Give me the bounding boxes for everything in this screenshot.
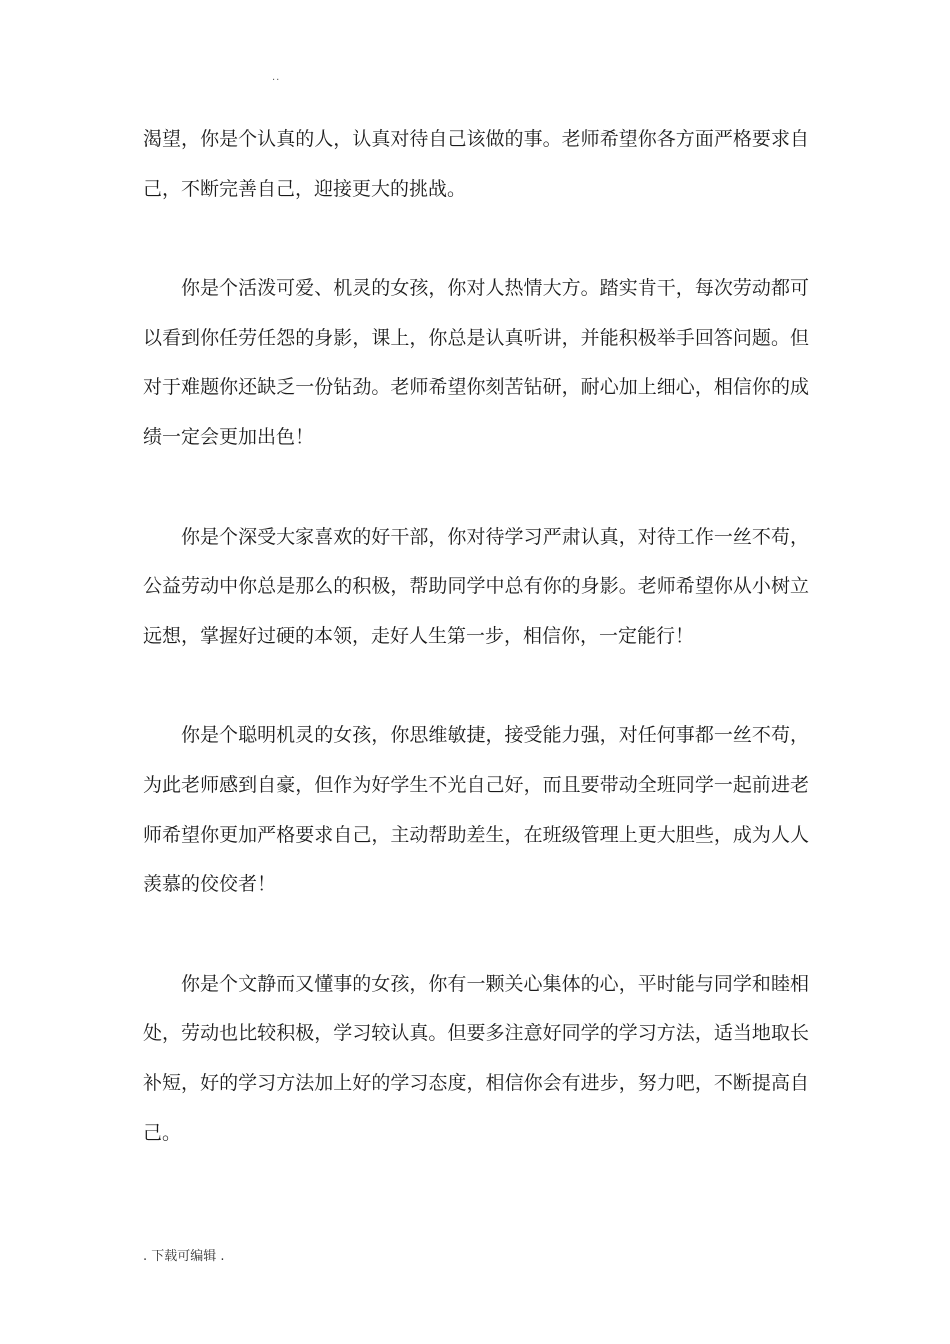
paragraph-1: 渴望，你是个认真的人，认真对待自己该做的事。老师希望你各方面严格要求自己，不断完善自己，迎接更大的挑战。	[143, 128, 809, 200]
header-mark: ..	[272, 72, 281, 83]
footer-mark: . 下载可编辑 .	[143, 1249, 225, 1264]
paragraph-2: 你是个活泼可爱、机灵的女孩，你对人热情大方。踏实肯干，每次劳动都可以看到你任劳任怨的身影，课上，你总是认真听讲，并能积极举手回答问题。但对于难题你还缺乏一份钻劲。老师希望你刻苦钻研，耐心加上细心，相信你的成绩一定会更加出色！	[143, 277, 809, 448]
paragraph-5: 你是个文静而又懂事的女孩，你有一颗关心集体的心，平时能与同学和睦相处，劳动也比较积极，学习较认真。但要多注意好同学的学习方法，适当地取长补短，好的学习方法加上好的学习态度，相信你会有进步，努力吧，不断提高自己。	[143, 972, 809, 1144]
paragraph-3: 你是个深受大家喜欢的好干部，你对待学习严肃认真，对待工作一丝不苟，公益劳动中你总是那么的积极，帮助同学中总有你的身影。老师希望你从小树立远想，掌握好过硬的本领，走好人生第一步，相信你，一定能行！	[143, 525, 809, 647]
paragraph-4: 你是个聪明机灵的女孩，你思维敏捷，接受能力强，对任何事都一丝不苟，为此老师感到自豪，但作为好学生不光自己好，而且要带动全班同学一起前进老师希望你更加严格要求自己，主动帮助差生，在班级管理上更大胆些，成为人人羡慕的佼佼者！	[143, 724, 809, 896]
document-body	[143, 115, 809, 1208]
